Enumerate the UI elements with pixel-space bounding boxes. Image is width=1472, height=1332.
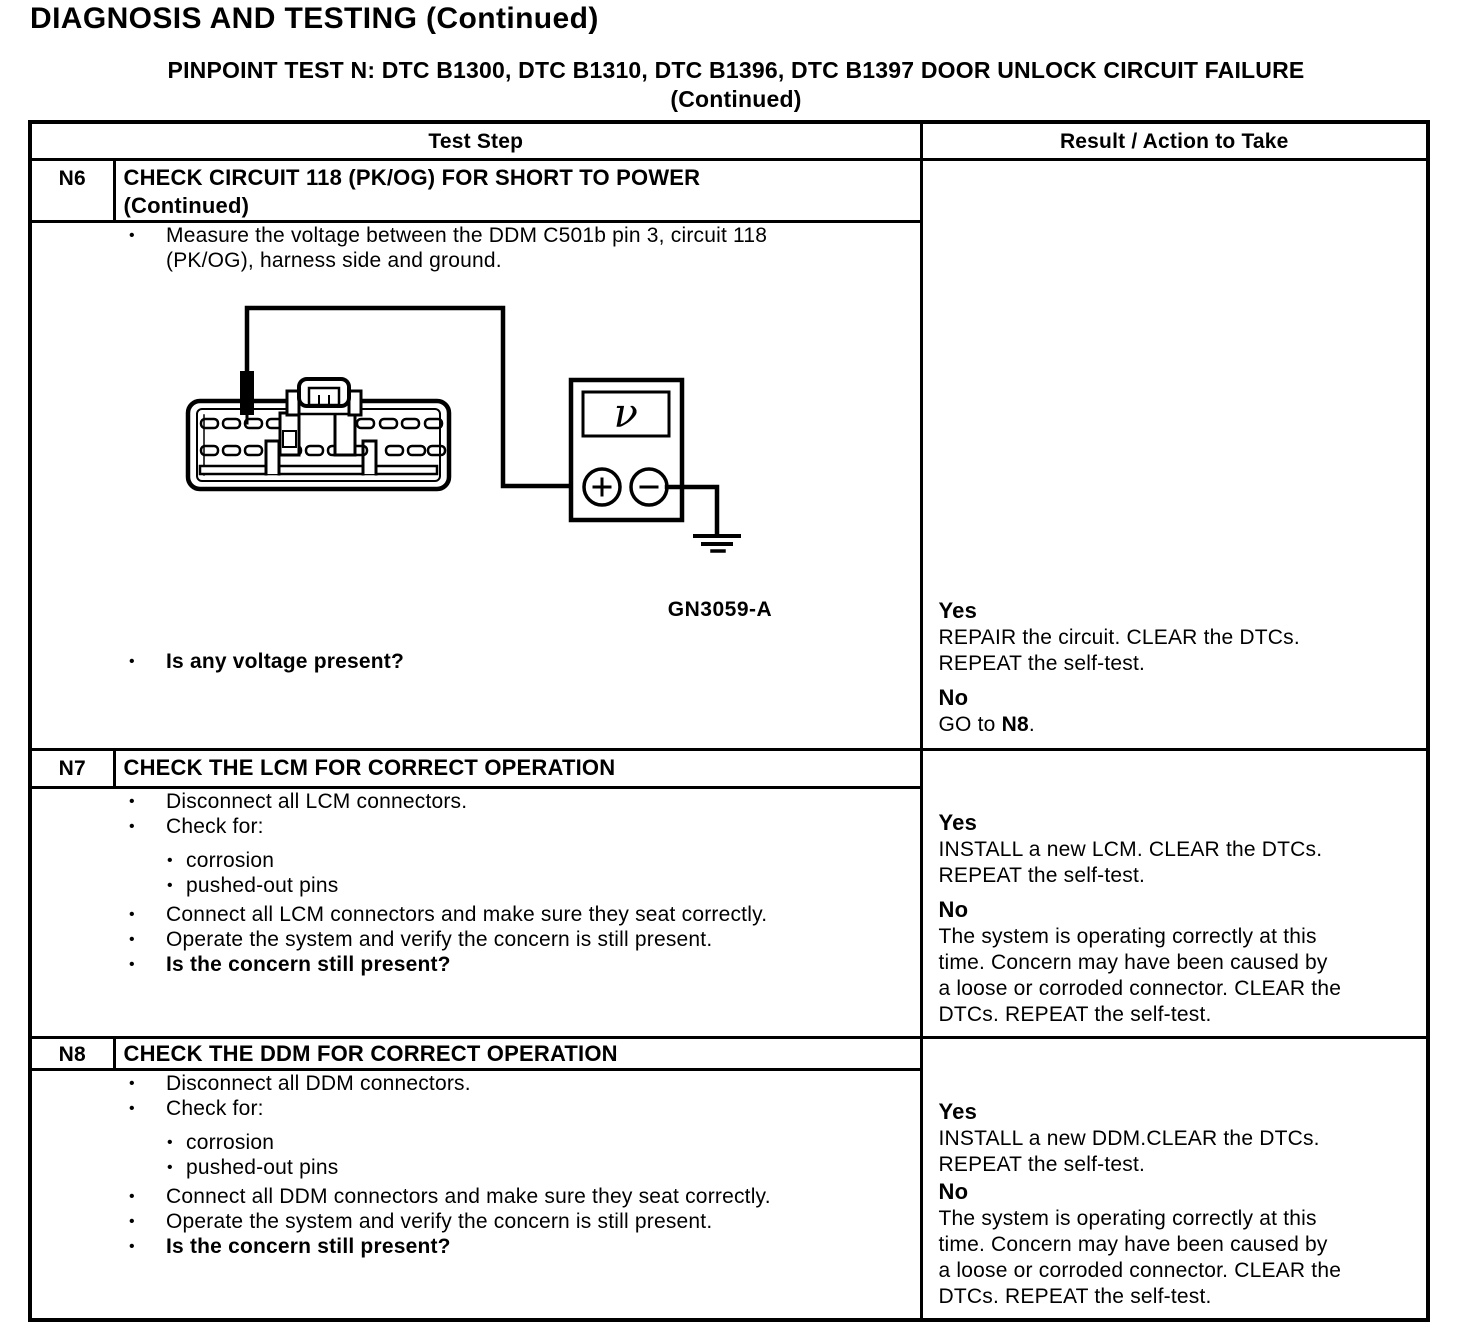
- bullet-icon: •: [129, 906, 135, 923]
- instruction-text: Disconnect all LCM connectors.: [166, 790, 468, 813]
- sub-list: [32, 848, 920, 898]
- instruction-item: [129, 223, 920, 273]
- instruction-item: [129, 1071, 920, 1096]
- result-yes-label: Yes: [938, 810, 978, 835]
- bullet-icon: •: [167, 852, 173, 869]
- result-cell-n7: [921, 750, 1428, 1038]
- voltage-test-figure: [32, 293, 921, 623]
- bullet-icon: •: [129, 956, 135, 973]
- instruction-item: [129, 789, 920, 814]
- connector-icon: [188, 379, 449, 489]
- test-step-cell-n7: [30, 788, 921, 1038]
- instruction-text: Connect all DDM connectors and make sure they seat correctly.: [166, 1185, 771, 1208]
- figure-label: GN3059-A: [667, 598, 773, 621]
- pinpoint-test-heading-line2: (Continued): [670, 86, 802, 112]
- instruction-text: Disconnect all DDM connectors.: [166, 1072, 471, 1095]
- instruction-text: Check for:: [166, 1097, 264, 1120]
- instruction-text: Operate the system and verify the concern is still present.: [166, 928, 713, 951]
- step-title-n8: CHECK THE DDM FOR CORRECT OPERATION: [114, 1038, 921, 1070]
- table-header-row: [30, 122, 1428, 160]
- question-item: [129, 1234, 920, 1259]
- bullet-icon: •: [129, 1213, 135, 1230]
- result-no-text: The system is operating correctly at this time. Concern may have been caused by a loose or corroded connector. CLEAR the DTCs. REPEAT the self-test.: [938, 925, 1342, 1026]
- question-item: [129, 649, 920, 674]
- bullet-icon: •: [129, 793, 135, 810]
- instruction-item: [129, 814, 920, 839]
- result-no-label: No: [938, 685, 969, 710]
- column-header-test-step: Test Step: [30, 122, 921, 160]
- bullet-icon: •: [129, 653, 135, 670]
- instruction-item: [129, 902, 920, 927]
- result-yes-text: INSTALL a new DDM.CLEAR the DTCs. REPEAT the self-test.: [938, 1126, 1320, 1176]
- instruction-item: [129, 1184, 920, 1209]
- sub-instruction-item: [167, 1155, 920, 1180]
- instruction-text: Operate the system and verify the concern is still present.: [166, 1210, 713, 1233]
- result-yes-text: INSTALL a new LCM. CLEAR the DTCs. REPEAT the self-test.: [938, 838, 1323, 887]
- step-title-n7: CHECK THE LCM FOR CORRECT OPERATION: [114, 750, 921, 788]
- row-n8-title: [30, 1038, 1428, 1070]
- go-to-step-ref: N8: [1001, 713, 1029, 736]
- minus-terminal-icon: [631, 469, 667, 505]
- sub-list: [32, 1130, 920, 1180]
- sub-instruction-text: pushed-out pins: [186, 1156, 339, 1179]
- result-no-text: The system is operating correctly at this time. Concern may have been caused by a loose or corroded connector. CLEAR the DTCs. REPEAT the self-test.: [938, 1206, 1342, 1308]
- instruction-text: Check for:: [166, 815, 264, 838]
- bullet-icon: •: [129, 931, 135, 948]
- bullet-icon: •: [129, 1075, 135, 1092]
- test-step-cell-n8: [30, 1070, 921, 1320]
- voltmeter-display-glyph: ν: [613, 391, 639, 437]
- sub-instruction-item: [167, 848, 920, 873]
- bullet-icon: •: [129, 818, 135, 835]
- test-step-cell-n6: [30, 222, 921, 750]
- result-no-label: No: [938, 897, 969, 922]
- pinpoint-test-heading-line1: PINPOINT TEST N: DTC B1300, DTC B1310, DTC B1396, DTC B1397 DOOR UNLOCK CIRCUIT FAILURE: [167, 57, 1305, 83]
- step-id-n8: N8: [30, 1038, 114, 1070]
- question-text: Is the concern still present?: [166, 953, 451, 976]
- question-text: Is the concern still present?: [166, 1235, 451, 1258]
- step-id-n7: N7: [30, 750, 114, 788]
- bullet-icon: •: [129, 227, 135, 244]
- instruction-item: [129, 1209, 920, 1234]
- pinpoint-test-heading: [0, 56, 1472, 114]
- row-n7-title: [30, 750, 1428, 788]
- instruction-item: [129, 1096, 920, 1121]
- result-cell-n8: [921, 1038, 1428, 1320]
- result-no-text: GO to N8.: [938, 713, 1035, 736]
- bullet-icon: •: [129, 1238, 135, 1255]
- step-title-n6: CHECK CIRCUIT 118 (PK/OG) FOR SHORT TO POWER (Continued): [114, 160, 921, 222]
- result-cell-n6: [921, 160, 1428, 750]
- result-yes-label: Yes: [938, 598, 978, 623]
- result-no-label: No: [938, 1178, 969, 1204]
- bullet-icon: •: [167, 877, 173, 894]
- result-yes-text: REPAIR the circuit. CLEAR the DTCs. REPEAT the self-test.: [938, 626, 1300, 675]
- question-text: Is any voltage present?: [166, 650, 405, 673]
- column-header-result: Result / Action to Take: [921, 122, 1428, 160]
- sub-instruction-text: pushed-out pins: [186, 874, 339, 897]
- page-title: DIAGNOSIS AND TESTING (Continued): [30, 2, 599, 35]
- sub-instruction-item: [167, 1130, 920, 1155]
- sub-instruction-text: corrosion: [186, 1131, 275, 1154]
- question-item: [129, 952, 920, 977]
- plus-terminal-icon: [584, 469, 620, 505]
- instruction-text: Measure the voltage between the DDM C501b pin 3, circuit 118 (PK/OG), harness side and ground.: [166, 224, 768, 272]
- instruction-item: [129, 927, 920, 952]
- sub-instruction-text: corrosion: [186, 849, 275, 872]
- pinpoint-test-table: [28, 120, 1430, 1322]
- sub-instruction-item: [167, 873, 920, 898]
- row-n6-title: [30, 160, 1428, 222]
- bullet-icon: •: [129, 1100, 135, 1117]
- bullet-icon: •: [167, 1159, 173, 1176]
- result-yes-label: Yes: [938, 1098, 978, 1124]
- bullet-icon: •: [167, 1134, 173, 1151]
- instruction-text: Connect all LCM connectors and make sure they seat correctly.: [166, 903, 768, 926]
- bullet-icon: •: [129, 1188, 135, 1205]
- step-id-n6: N6: [30, 160, 114, 222]
